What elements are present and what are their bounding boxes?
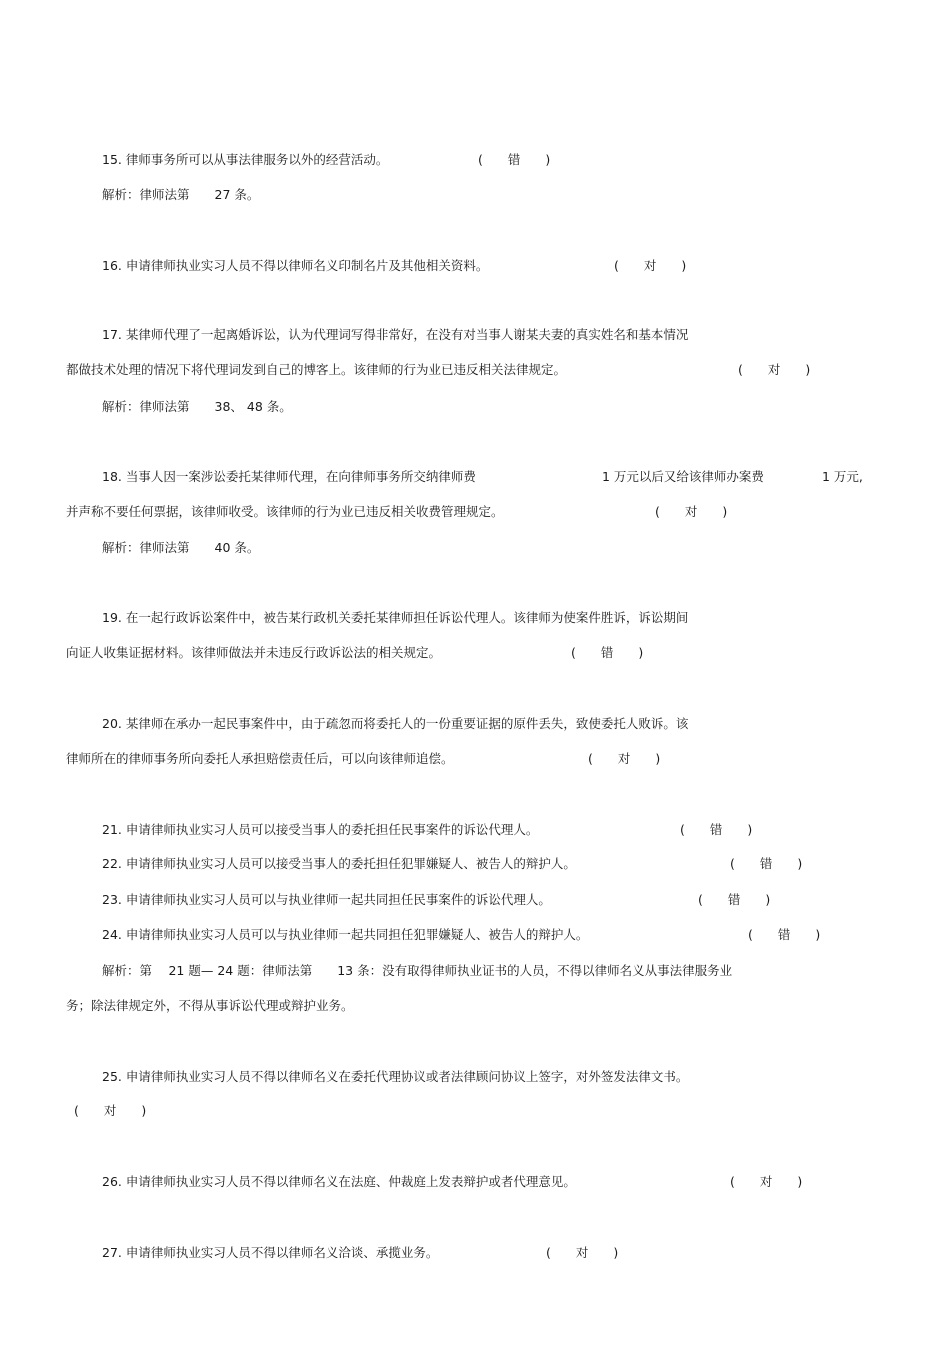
question-27	[102, 1245, 438, 1261]
question-text: 当事人因一案涉讼委托某律师代理，在向律师事务所交纳律师费	[125, 469, 476, 484]
question-number: 19.	[102, 610, 122, 625]
question-18	[102, 469, 476, 485]
answer-17: ( 对 )	[738, 362, 811, 377]
question-text: 申请律师执业实习人员不得以律师名义洽谈、承揽业务。	[125, 1245, 439, 1260]
question-20-continued: 律师所在的律师事务所向委托人承担赔偿责任后，可以向该律师追偿。	[66, 751, 454, 766]
question-number: 26.	[102, 1174, 122, 1189]
answer-16: ( 对 )	[614, 258, 687, 273]
question-19	[102, 610, 688, 626]
question-text: 申请律师执业实习人员可以接受当事人的委托担任犯罪嫌疑人、被告人的辩护人。	[125, 856, 576, 871]
question-26	[102, 1174, 576, 1190]
question-24	[102, 927, 588, 943]
question-text: 申请律师执业实习人员不得以律师名义在委托代理协议或者法律顾问协议上签字，对外签发法律文书。	[125, 1069, 689, 1084]
answer-18: ( 对 )	[655, 504, 728, 519]
answer-15: ( 错 )	[478, 152, 551, 167]
question-text: 在一起行政诉讼案件中，被告某行政机关委托某律师担任诉讼代理人。该律师为使案件胜诉，诉讼期间	[125, 610, 689, 625]
answer-26: ( 对 )	[730, 1174, 803, 1189]
answer-23: ( 错 )	[698, 892, 771, 907]
question-number: 24.	[102, 927, 122, 942]
question-text: 某律师代理了一起离婚诉讼，认为代理词写得非常好，在没有对当事人谢某夫妻的真实姓名和基本情况	[125, 327, 689, 342]
question-text: 申请律师执业实习人员可以接受当事人的委托担任民事案件的诉讼代理人。	[125, 822, 539, 837]
question-17-continued: 都做技术处理的情况下将代理词发到自己的博客上。该律师的行为业已违反相关法律规定。	[66, 362, 567, 377]
answer-22: ( 错 )	[730, 856, 803, 871]
answer-27: ( 对 )	[546, 1245, 619, 1260]
question-text: 申请律师执业实习人员可以与执业律师一起共同担任犯罪嫌疑人、被告人的辩护人。	[125, 927, 589, 942]
answer-24: ( 错 )	[748, 927, 821, 942]
analysis-21-24-continued: 务；除法律规定外，不得从事诉讼代理或辩护业务。	[66, 998, 354, 1013]
question-number: 18.	[102, 469, 122, 484]
question-18-part-b: 1 万元以后又给该律师办案费	[602, 469, 764, 484]
question-number: 27.	[102, 1245, 122, 1260]
question-text: 某律师在承办一起民事案件中，由于疏忽而将委托人的一份重要证据的原件丢失，致使委托人败诉。该	[125, 716, 689, 731]
question-18-continued: 并声称不要任何票据，该律师收受。该律师的行为业已违反相关收费管理规定。	[66, 504, 504, 519]
analysis-18: 解析：律师法第 40 条。	[102, 540, 260, 555]
question-17	[102, 327, 688, 343]
answer-21: ( 错 )	[680, 822, 753, 837]
analysis-21-24: 解析：第 21 题— 24 题：律师法第 13 条：没有取得律师执业证书的人员，不得以律师名义从事法律服务业	[102, 963, 733, 978]
question-number: 15.	[102, 152, 122, 167]
question-number: 20.	[102, 716, 122, 731]
question-text: 申请律师执业实习人员可以与执业律师一起共同担任民事案件的诉讼代理人。	[125, 892, 551, 907]
analysis-15: 解析：律师法第 27 条。	[102, 187, 260, 202]
question-number: 21.	[102, 822, 122, 837]
question-text: 律师事务所可以从事法律服务以外的经营活动。	[125, 152, 389, 167]
question-18-part-c: 1 万元,	[822, 469, 863, 484]
answer-25: ( 对 )	[74, 1103, 147, 1118]
question-19-continued: 向证人收集证据材料。该律师做法并未违反行政诉讼法的相关规定。	[66, 645, 442, 660]
answer-19: ( 错 )	[571, 645, 644, 660]
answer-20: ( 对 )	[588, 751, 661, 766]
question-text: 申请律师执业实习人员不得以律师名义在法庭、仲裁庭上发表辩护或者代理意见。	[125, 1174, 576, 1189]
question-21	[102, 822, 538, 838]
question-25	[102, 1069, 688, 1085]
question-number: 22.	[102, 856, 122, 871]
question-20	[102, 716, 688, 732]
question-15	[102, 152, 388, 168]
question-number: 23.	[102, 892, 122, 907]
question-23	[102, 892, 551, 908]
question-number: 16.	[102, 258, 122, 273]
question-text: 申请律师执业实习人员不得以律师名义印制名片及其他相关资料。	[125, 258, 489, 273]
question-16	[102, 258, 488, 274]
question-number: 25.	[102, 1069, 122, 1084]
question-number: 17.	[102, 327, 122, 342]
analysis-17: 解析：律师法第 38、 48 条。	[102, 399, 292, 414]
question-22	[102, 856, 576, 872]
